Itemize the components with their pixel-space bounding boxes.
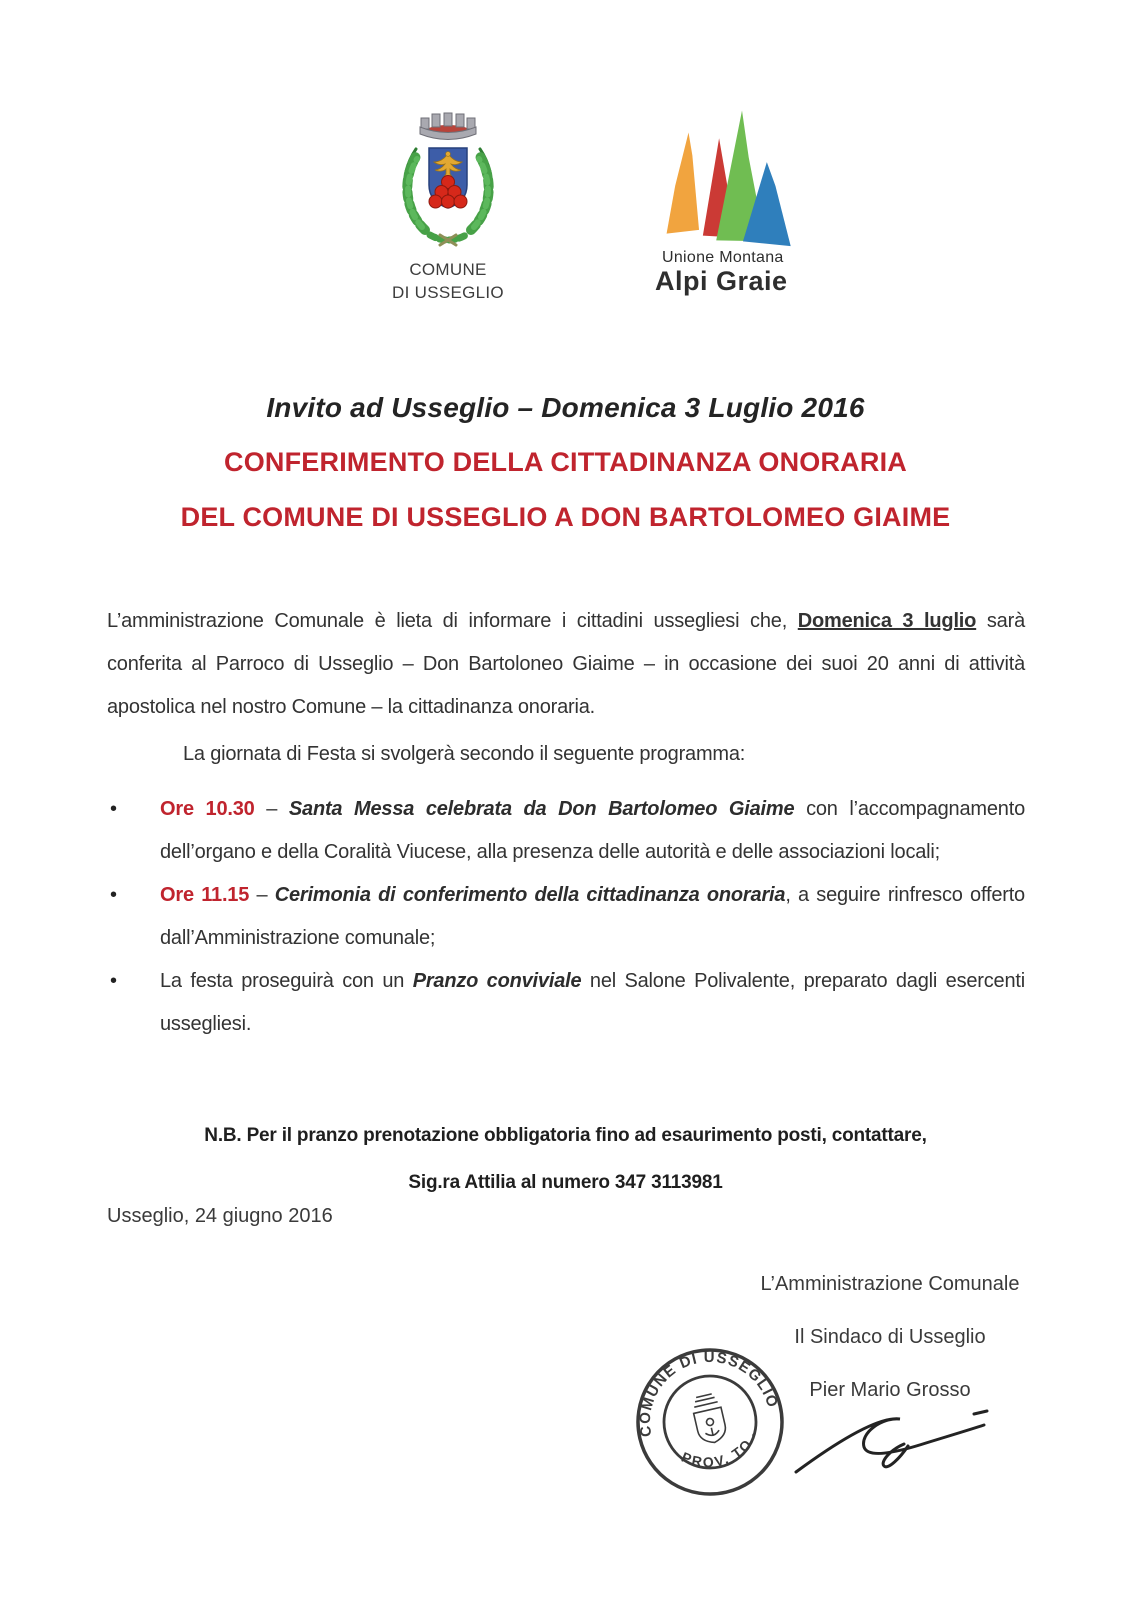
intro-highlight-date: Domenica 3 luglio [797,610,977,632]
comune-caption-line1: COMUNE [409,260,487,279]
program-2-event: Cerimonia di conferimento della cittadinanza onoraria [274,884,786,906]
note-line1: N.B. Per il pranzo prenotazione obbligatoria fino ad esaurimento posti, contattare, [204,1125,927,1146]
program-2-rest: , a seguire rinfresco offerto dall’Amministrazione comunale; [160,884,1025,949]
program-item-2 [107,874,1025,960]
comune-usseglio-crest-icon [392,93,504,251]
program-3-rest: nel Salone Polivalente, preparato dagli esercenti ussegliesi. [160,970,1025,1035]
program-list [107,788,1025,1046]
heading-line1: CONFERIMENTO DELLA CITTADINANZA ONORARIA [224,447,907,477]
bullet-icon: • [110,884,117,906]
program-1-sep: – [254,798,289,820]
heading-line2: DEL COMUNE DI USSEGLIO A DON BARTOLOMEO GIAIME [180,502,951,532]
intro-paragraph [107,600,1025,729]
comune-usseglio-caption [374,258,522,304]
program-2-sep: – [249,884,275,906]
unione-montana-line2: Alpi Graie [655,266,788,296]
program-1-rest: con l’accompagnamento dell’organo e della Coralità Viucese, alla presenza delle autorità e delle associazioni locali; [160,798,1025,863]
unione-montana-caption [655,249,875,295]
closing-mayor-title: Il Sindaco di Usseglio [794,1326,986,1348]
program-1-event: Santa Messa celebrata da Don Bartolomeo Giaime [288,798,795,820]
program-3-lead: La festa proseguirà con un [160,970,413,992]
program-item-1 [107,788,1025,874]
alpi-graie-mountains-icon [648,100,794,248]
closing-administration: L’Amministrazione Comunale [760,1273,1020,1295]
intro-rest: sarà conferita al Parroco di Usseglio – Don Bartoloneo Giaime – in occasione dei suoi 20 anni di attività apostolica nel nostro Comune – la cittadinanza onoraria. [107,610,1025,718]
reservation-note [0,1112,1131,1206]
stamp-arc-top-text: COMUNE DI USSEGLIO [636,1348,782,1438]
program-item-3 [107,960,1025,1046]
mayor-signature-icon [788,1392,993,1484]
program-intro: La giornata di Festa si svolgerà secondo il seguente programma: [183,743,746,765]
comune-caption-line2: DI USSEGLIO [392,283,504,302]
program-1-time: Ore 10.30 [160,798,255,820]
svg-text:COMUNE DI USSEGLIO [622,1334,781,1439]
document-title: Invito ad Usseglio – Domenica 3 Luglio 2016 [266,392,865,423]
stamp-center-crest [690,1393,728,1446]
dateline: Usseglio, 24 giugno 2016 [107,1205,333,1227]
bullet-icon: • [110,970,117,992]
note-line2: Sig.ra Attilia al numero 347 3113981 [408,1172,723,1193]
closing-mayor-name: Pier Mario Grosso [809,1379,971,1401]
intro-lead: L’amministrazione Comunale è lieta di informare i cittadini ussegliesi che, [107,610,798,632]
stamp-arc-bottom-text: · PROV. TO · [668,1426,763,1471]
unione-montana-line1: Unione Montana [662,249,784,266]
program-3-event: Pranzo conviviale [412,970,582,992]
bullet-icon: • [110,798,117,820]
program-2-time: Ore 11.15 [160,884,250,906]
